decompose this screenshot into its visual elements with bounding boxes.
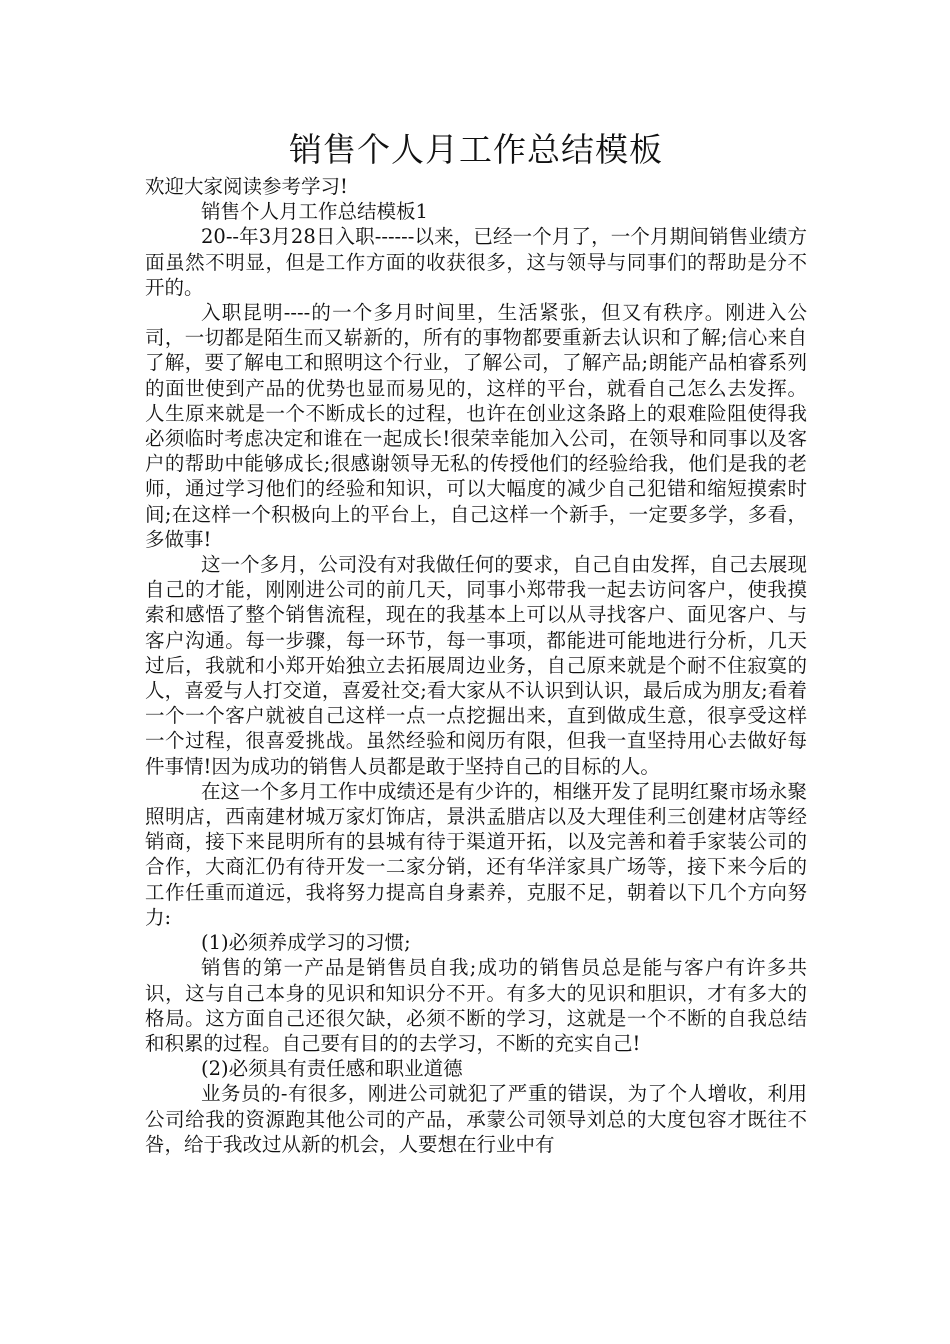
paragraph: 20--年3月28日入职------以来，已经一个月了，一个月期间销售业绩方面虽然不明显，但是工作方面的收获很多，这与领导与同事们的帮助是分不开的。 — [145, 225, 807, 299]
paragraph: 入职昆明----的一个多月时间里，生活紧张，但又有秩序。刚进入公司，一切都是陌生而又崭新的，所有的事物都要重新去认识和了解;信心来自了解，要了解电工和照明这个行业，了解公司，了解产品;朗能产品柏睿系列的面世使到产品的优势也显而易见的，这样的平台，就看自己怎么去发挥。人生原来就是一个不断成长的过程，也许在创业这条路上的艰难险阻使得我必须临时考虑决定和谁在一起成长!很荣幸能加入公司，在领导和同事以及客户的帮助中能够成长;很感谢领导无私的传授他们的经验给我，他们是我的老师，通过学习他们的经验和知识，可以大幅度的减少自己犯错和缩短摸索时间;在这样一个积极向上的平台上，自己这样一个新手，一定要多学，多看，多做事! — [145, 301, 807, 551]
document-title: 销售个人月工作总结模板 — [289, 130, 663, 169]
paragraph: 销售的第一产品是销售员自我;成功的销售员总是能与客户有许多共识，这与自己本身的见识和知识分不开。有多大的见识和胆识，才有多大的格局。这方面自己还很欠缺，必须不断的学习，这就是一个不断的自我总结和积累的过程。自己要有目的的去学习，不断的充实自己! — [145, 956, 807, 1055]
list-heading: (2)必须具有责任感和职业道德 — [201, 1057, 463, 1081]
document-page — [145, 126, 807, 1157]
intro-text: 欢迎大家阅读参考学习! — [145, 175, 348, 198]
paragraph: 在这一个多月工作中成绩还是有少许的，相继开发了昆明红聚市场永聚照明店，西南建材城万家灯饰店，景洪孟腊店以及大理佳利三创建材店等经销商，接下来昆明所有的县城有待于渠道开拓，以及完善和着手家装公司的合作，大商汇仍有待开发一二家分销，还有华洋家具广场等，接下来今后的工作任重而道远，我将努力提高自身素养，克服不足，朝着以下几个方向努力: — [145, 779, 807, 929]
list-heading: (1)必须养成学习的习惯; — [201, 931, 411, 955]
paragraph: 这一个多月，公司没有对我做任何的要求，自己自由发挥，自己去展现自己的才能，刚刚进公司的前几天，同事小郑带我一起去访问客户，使我摸索和感悟了整个销售流程，现在的我基本上可以从寻找客户、面见客户、与客户沟通。每一步骤，每一环节，每一事项，都能进可能地进行分析，几天过后，我就和小郑开始独立去拓展周边业务，自己原来就是个耐不住寂寞的人，喜爱与人打交道，喜爱社交;看大家从不认识到认识，最后成为朋友;看着一个一个客户就被自己这样一点一点挖掘出来，直到做成生意，很享受这样一个过程，很喜爱挑战。虽然经验和阅历有限，但我一直坚持用心去做好每件事情!因为成功的销售人员都是敢于坚持自己的目标的人。 — [145, 553, 807, 778]
subtitle-text: 销售个人月工作总结模板1 — [201, 200, 428, 224]
paragraph: 业务员的-有很多，刚进公司就犯了严重的错误，为了个人增收，利用公司给我的资源跑其他公司的产品，承蒙公司领导刘总的大度包容才既往不咎，给于我改过从新的机会，人要想在行业中有 — [145, 1082, 807, 1156]
